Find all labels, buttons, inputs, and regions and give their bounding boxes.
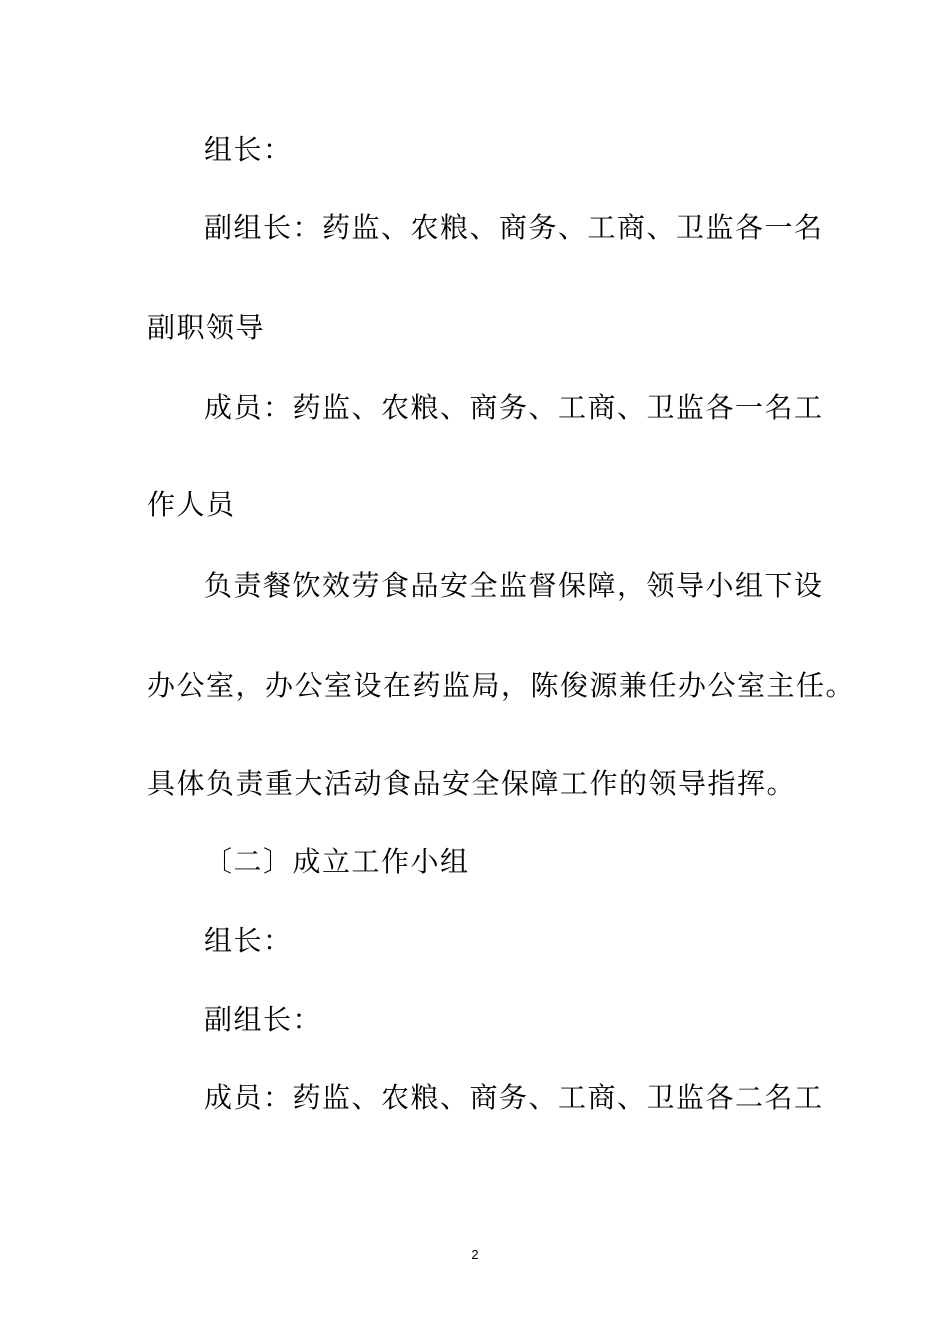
section-heading-working-group: 〔二〕成立工作小组	[204, 845, 470, 878]
line-command: 具体负责重大活动食品安全保障工作的领导指挥。	[147, 767, 797, 800]
line-deputy-leader: 副组长：药监、农粮、商务、工商、卫监各一名	[204, 211, 824, 244]
line-members: 成员：药监、农粮、商务、工商、卫监各一名工	[204, 391, 824, 424]
line-responsibility: 负责餐饮效劳食品安全监督保障，领导小组下设	[204, 569, 824, 602]
page-number: 2	[471, 1247, 479, 1262]
line-office: 办公室，办公室设在药监局，陈俊源兼任办公室主任。	[147, 669, 856, 702]
line-working-group-leader: 组长：	[204, 924, 293, 957]
line-working-group-deputy: 副组长：	[204, 1003, 323, 1036]
line-deputy-leader-continued: 副职领导	[147, 311, 266, 344]
line-members-continued: 作人员	[147, 488, 236, 521]
line-working-group-members: 成员：药监、农粮、商务、工商、卫监各二名工	[204, 1081, 824, 1114]
line-group-leader: 组长：	[204, 133, 293, 166]
